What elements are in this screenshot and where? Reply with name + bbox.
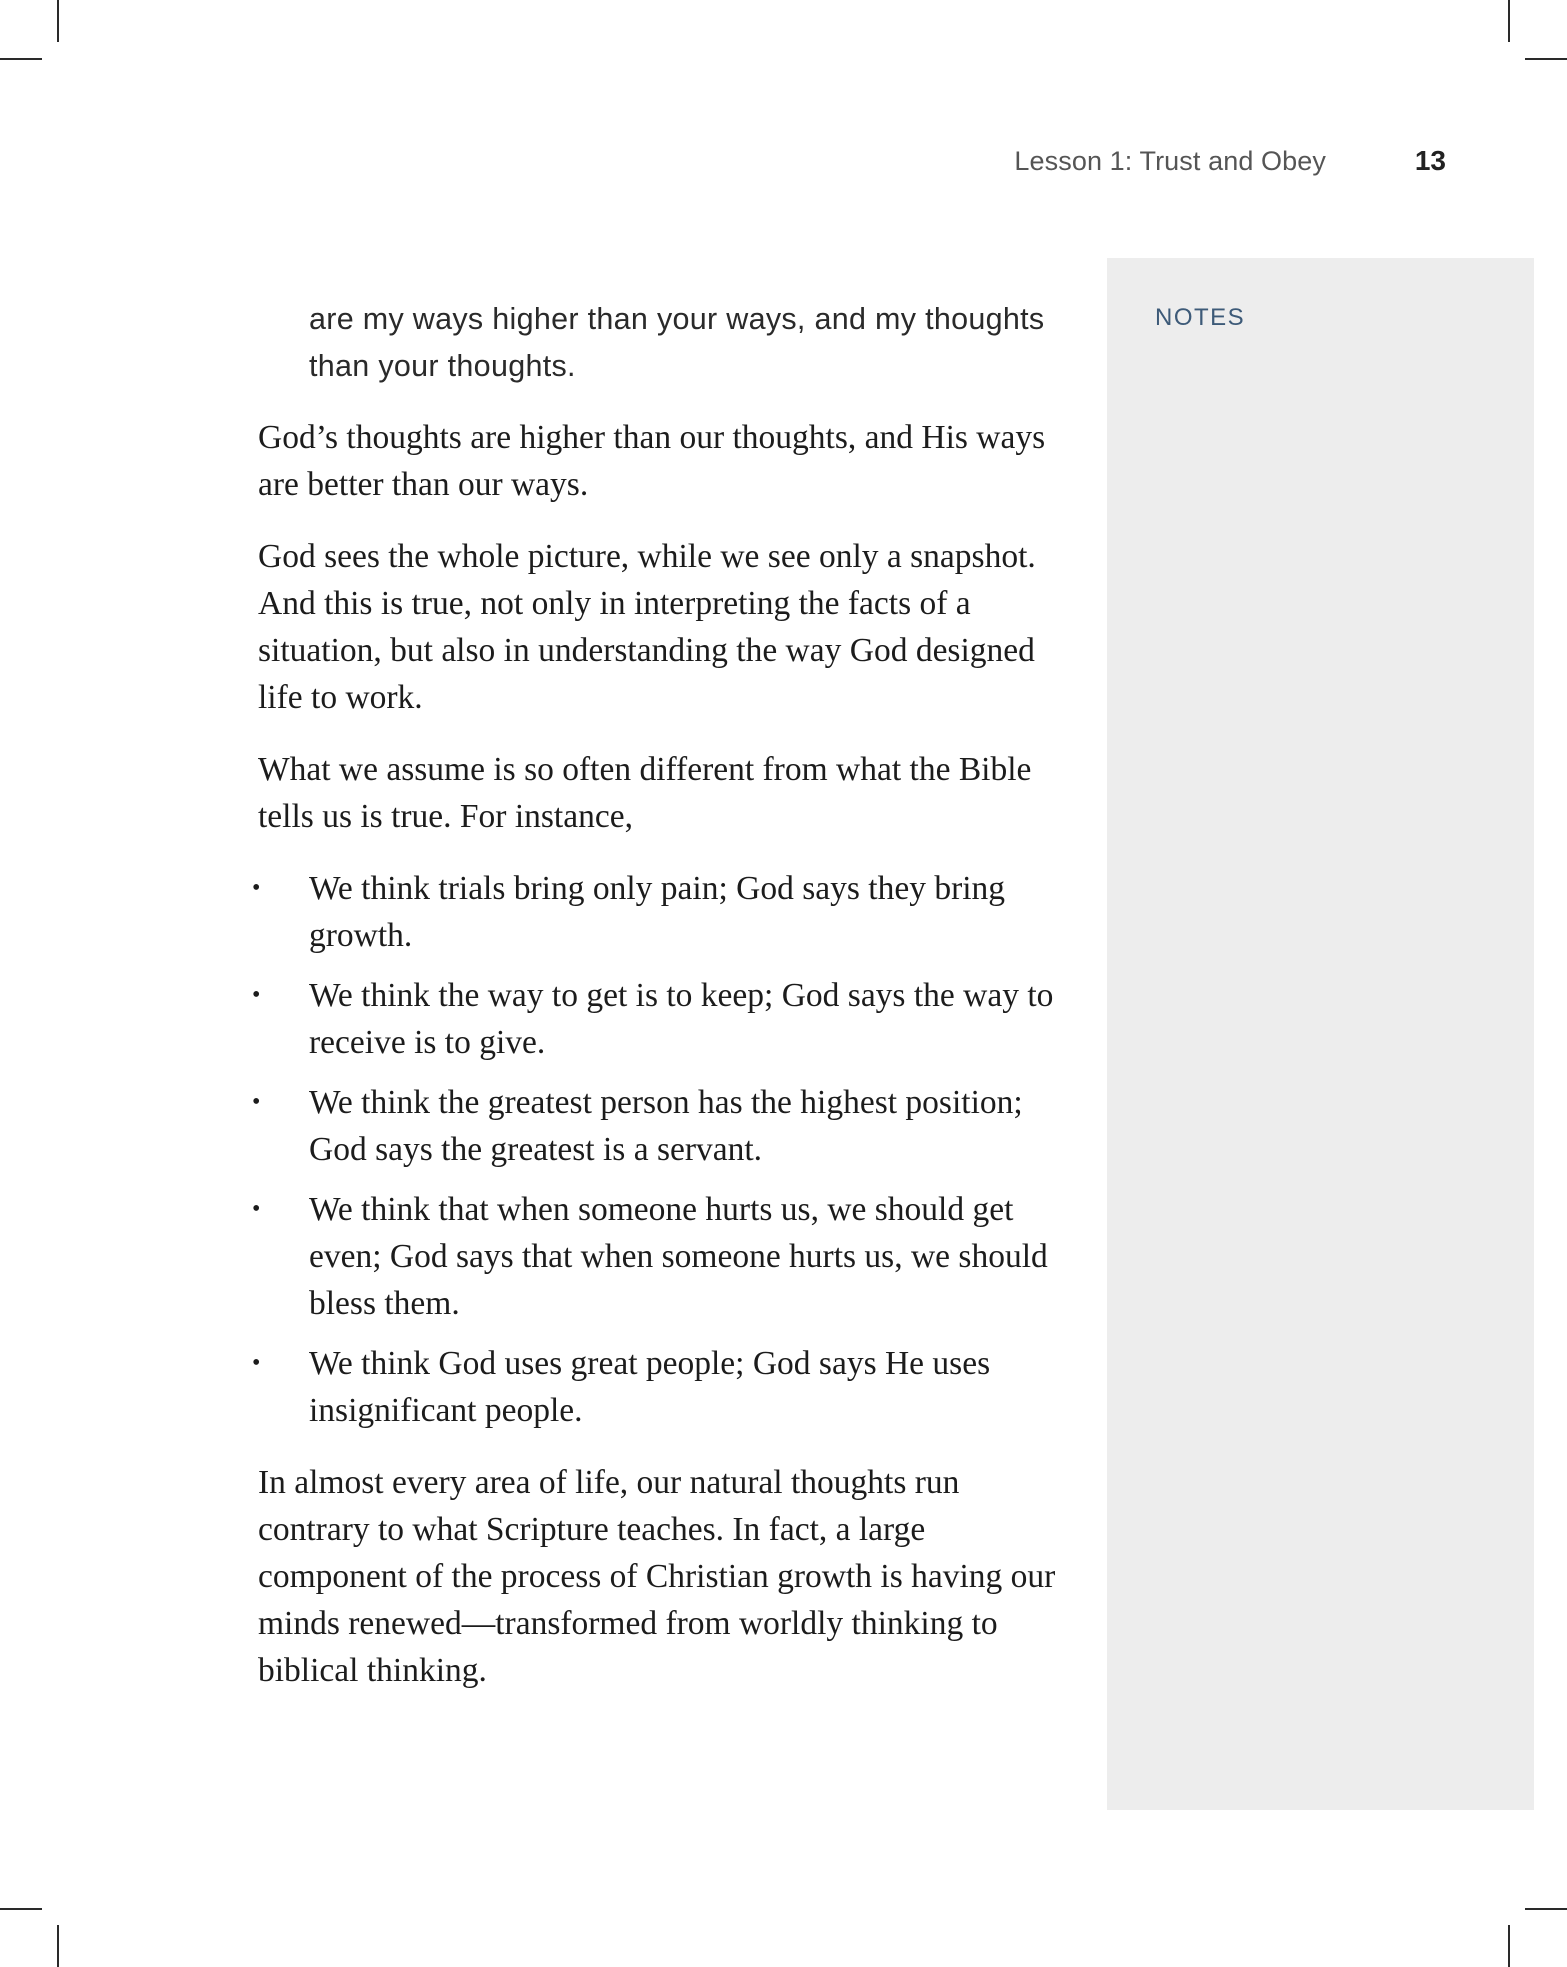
list-item-text: We think trials bring only pain; God says they bring growth. [309,870,1006,954]
list-item-text: We think the way to get is to keep; God says the way to receive is to give. [309,977,1054,1061]
contrast-list [252,865,1058,1434]
scripture-quote: are my ways higher than your ways, and my thoughts than your thoughts. [309,302,1045,383]
main-body-text [252,296,1058,1719]
list-item-text: We think that when someone hurts us, we should get even; God says that when someone hurts us, we should bless them. [309,1191,1048,1322]
crop-mark-top-left-vertical [57,0,59,42]
bullet-icon: • [252,1196,261,1222]
crop-mark-bottom-left-vertical [57,1925,59,1967]
list-item [252,972,1058,1066]
bullet-icon: • [252,875,261,901]
list-item [252,865,1058,959]
crop-mark-top-right-vertical [1508,0,1510,42]
notes-panel[interactable] [1107,258,1534,1810]
paragraph: In almost every area of life, our natural thoughts run contrary to what Scripture teaches. In fact, a large component of the process of Christian growth is having our minds renewed—transformed from worldly thinking to biblical thinking. [258,1464,1056,1689]
crop-mark-bottom-left-horizontal [0,1908,42,1910]
list-item-text: We think the greatest person has the highest position; God says the greatest is a servant. [309,1084,1023,1168]
header-title: Lesson 1: Trust and Obey [1014,146,1326,176]
bullet-icon: • [252,982,261,1008]
crop-mark-bottom-right-vertical [1508,1925,1510,1967]
bullet-icon: • [252,1350,261,1376]
paragraph: God’s thoughts are higher than our thoughts, and His ways are better than our ways. [258,419,1046,503]
list-item [252,1079,1058,1173]
crop-mark-top-right-horizontal [1525,58,1567,60]
page-number: 13 [1414,145,1446,176]
notes-label: NOTES [1155,304,1246,331]
running-header [950,146,1446,186]
list-item [252,1186,1058,1327]
paragraph: What we assume is so often different from what the Bible tells us is true. For instance, [258,751,1032,835]
list-item [252,1340,1058,1434]
bullet-icon: • [252,1089,261,1115]
paragraph: God sees the whole picture, while we see only a snapshot. And this is true, not only in interpreting the facts of a situation, but also in understanding the way God designed life to work. [258,538,1036,716]
crop-mark-bottom-right-horizontal [1525,1908,1567,1910]
crop-mark-top-left-horizontal [0,58,42,60]
list-item-text: We think God uses great people; God says He uses insignificant people. [309,1345,991,1429]
